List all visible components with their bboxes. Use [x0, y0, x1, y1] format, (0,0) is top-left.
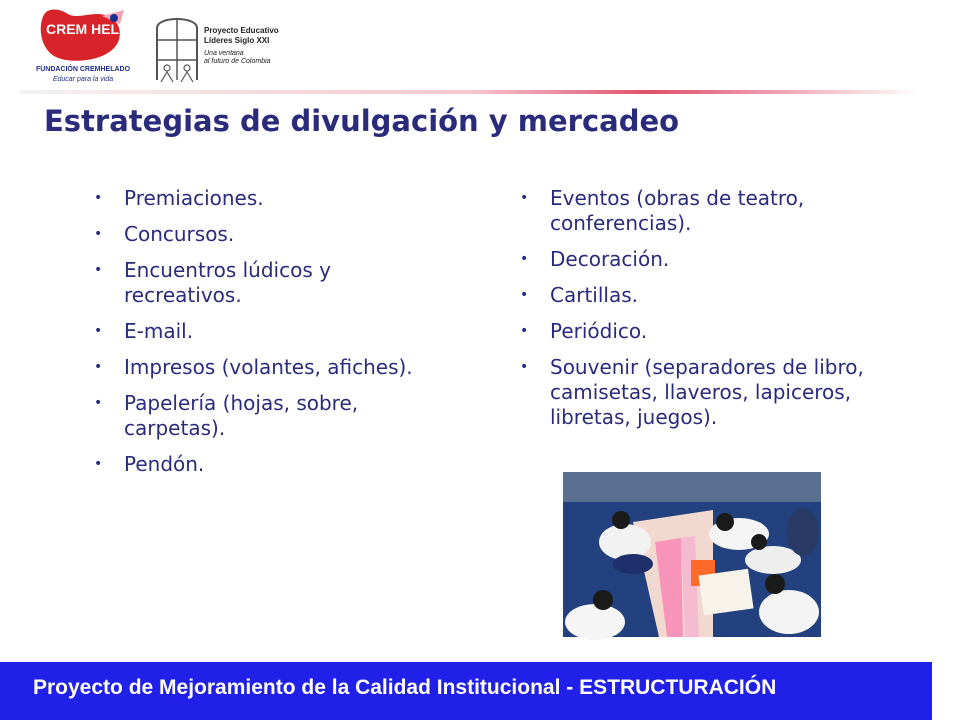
- bullet-icon: •: [94, 395, 103, 411]
- cremhelado-logo: [28, 6, 151, 92]
- list-item-text: Premiaciones.: [124, 186, 264, 210]
- list-item: [94, 391, 434, 441]
- list-item-text: Pendón.: [124, 452, 205, 476]
- list-item-text: Impresos (volantes, afiches).: [124, 355, 413, 379]
- footer-bar: [0, 662, 960, 720]
- list-item-text: Cartillas.: [550, 283, 638, 307]
- list-item: [94, 222, 434, 247]
- list-item-text: Eventos (obras de teatro, conferencias).: [550, 186, 805, 235]
- lideres-siglo-title: Proyecto Educativo Líderes Siglo XXI: [204, 26, 279, 45]
- list-item-text: Concursos.: [124, 222, 235, 246]
- bullet-icon: •: [94, 262, 103, 278]
- list-item: [520, 186, 920, 236]
- bullet-icon: •: [520, 359, 529, 375]
- bullet-icon: •: [520, 323, 529, 339]
- cremhelado-brand-text: CREM HELADO: [46, 21, 151, 37]
- list-item-text: Souvenir (separadores de libro, camisetas, llaveros, lapiceros, libretas, juegos).: [550, 355, 864, 429]
- list-item-text: E-mail.: [124, 319, 194, 343]
- list-item: [94, 355, 434, 380]
- bullet-icon: •: [520, 251, 529, 267]
- bullet-icon: •: [94, 456, 103, 472]
- left-bullet-list: [94, 186, 434, 488]
- list-item: [520, 283, 920, 308]
- footer-text: Proyecto de Mejoramiento de la Calidad Institucional - ESTRUCTURACIÓN: [33, 676, 777, 699]
- list-item: [520, 319, 920, 344]
- students-photo: [563, 472, 821, 637]
- bullet-icon: •: [94, 323, 103, 339]
- bullet-icon: •: [520, 190, 529, 206]
- foundation-name: FUNDACIÓN CREMHELADO: [35, 66, 131, 73]
- list-item: [94, 186, 434, 211]
- list-item: [94, 319, 434, 344]
- list-item: [94, 452, 434, 477]
- slide-title: Estrategias de divulgación y mercadeo: [44, 104, 680, 138]
- list-item: [94, 258, 434, 308]
- bullet-icon: •: [94, 359, 103, 375]
- list-item-text: Encuentros lúdicos y recreativos.: [124, 258, 331, 307]
- lideres-siglo-subtitle: Una ventana al futuro de Colombia: [204, 50, 271, 65]
- bullet-icon: •: [520, 287, 529, 303]
- list-item-text: Papelería (hojas, sobre, carpetas).: [124, 391, 359, 440]
- header-logos: [28, 6, 328, 92]
- right-bullet-list: [520, 186, 920, 441]
- list-item: [520, 355, 920, 430]
- header-divider: [20, 90, 920, 94]
- students-drawing-image: [563, 472, 821, 637]
- window-children-icon: [153, 10, 201, 86]
- list-item-text: Periódico.: [550, 319, 648, 343]
- list-item-text: Decoración.: [550, 247, 670, 271]
- list-item: [520, 247, 920, 272]
- bullet-icon: •: [94, 190, 103, 206]
- cremhelado-logo-icon: [28, 6, 151, 66]
- footer-right-gap: [932, 662, 960, 720]
- foundation-tagline: Educar para la vida: [52, 76, 114, 83]
- lideres-siglo-logo: [153, 10, 201, 86]
- bullet-icon: •: [94, 226, 103, 242]
